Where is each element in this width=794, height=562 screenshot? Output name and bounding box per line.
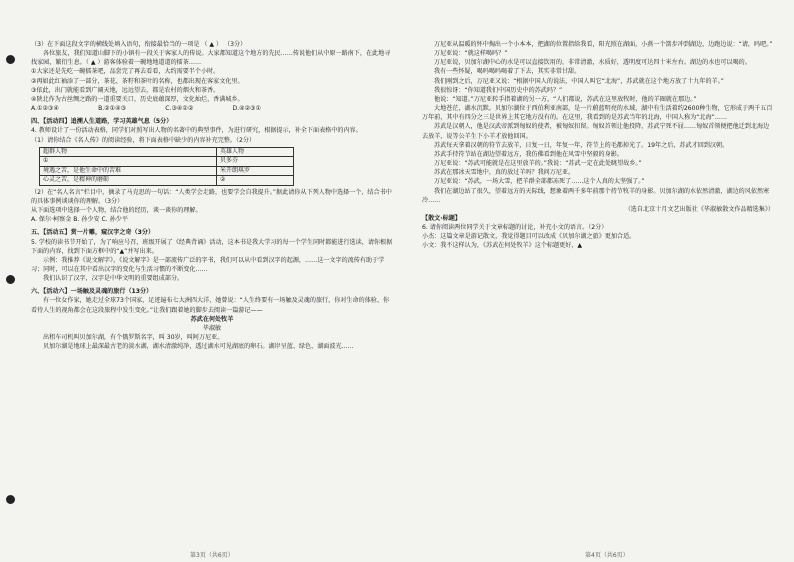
essay-paragraph: 我很惊讶：“你知道我们中国历史中的苏武吗？” — [434, 86, 563, 94]
right-column — [422, 40, 774, 552]
q4-2-text: （2）在“名人名言”栏目中，摘录了马克思的一句话：“人类学会走路，也要学会自我提升。”据此请你从下列人物中选择一个，结合书中的具体事例谈谈你的理解。（3分） — [31, 188, 392, 205]
q3-option: ①大家还是先吃一碗擂茶吧，品尝完了再去看看，大约需要半个小时。 — [31, 68, 220, 76]
q4-text: 4. 教师设计了一份活动表格，同学们对照写出人物的名著中的典型事件，为进行研究，根据提示，补全下面表格中的内容。 — [31, 127, 362, 135]
essay-paragraph: 万尼亚说：“苏武可能就是在这里放羊的。”我说：“苏武一定在此处眺望故乡。” — [434, 160, 642, 168]
essay-paragraph: 贝加尔湖是地球上最深最古老的淡水湖，湖水清澈纯净，透过湖水可见湖底的卵石。湖岸呈蓝、绿色，湖面波光…… — [43, 343, 354, 351]
binding-hole — [6, 55, 15, 64]
table-header: 英雄人物 — [216, 147, 293, 157]
essay-paragraph: 万尼亚说：“就这样喝吗？” — [434, 50, 508, 58]
q3-choices — [31, 104, 261, 113]
table-cell: 心灵之苦，是精神的磨砺 — [40, 176, 217, 186]
table-cell: 贝多芬 — [216, 157, 293, 167]
essay-paragraph: 万尼亚从温暖的怀中掏出一个小本本，把湖的位置指给我看，阳光照在湖面，小燕一个箭步冲到湖边，边跑边说：“请，吗吧。” — [434, 41, 773, 48]
essay-paragraph: 苏武在那冰天雪地中，真的放过羊吗？我问万尼亚。 — [434, 169, 575, 177]
choice[interactable]: D.④②③① — [232, 105, 261, 113]
q5-text: 5. 学校的读书节开始了，为了响应号召，班级开展了《经典背诵》活动，这本书是我大学习的每一个学生同时都能进行选读，请你根据下面的内容，找到下面方框中的“▲”并写出来。 — [31, 238, 393, 255]
choice[interactable]: C.③④①② — [165, 105, 194, 113]
q3-option: ②再如此红袖添了一部分，茶花、茶籽和茶叶的名称，也都出现在客家文化里。 — [31, 77, 244, 85]
essay-paragraph: 大地苍茫，湖水沉默。贝加尔湖位于西伯利亚南部，是一片蔚蓝明亮的水域，湖中有生活着约2600种生物，它形成于两千五百万年前，其中有四分之三是世界上其它地方没有的。在这里，我看到的是苏武当年的北海，中国人称为“北海”…… — [422, 105, 773, 122]
essay-paragraph: 我有一些怀疑，喝吗喝吗喝着了下去，其实非常甘甜。 — [434, 68, 581, 76]
q5-passage: 示例：我推荐《说文解字》，《说文解字》是一部流传广泛的字书，我们可以从中看到汉字的起源，……这一文字的流传有助于学习；同时，可以在其中看出汉字的变化与生活习惯的不断变化…… — [31, 256, 385, 273]
q4-1-text: （1）请你结合《名人传》的阅读经验，将下面表格中缺少的内容补充完整。（2分） — [31, 136, 256, 144]
q3-option: ③依此，出门就能看到广阔天地，远远望去，都是农村的烟火和茶香。 — [31, 86, 220, 94]
table-cell: 米开朗琪罗 — [216, 166, 293, 176]
essay-paragraph: 万尼亚说：“苏武，一场大雪，把羊群全部都冻死了……这个人真的太坚强了。” — [434, 178, 645, 186]
q3-stem: （3）在下面这段文字的横线处填入语句，衔接最恰当的一项是 （ ▲ ） （3分） — [31, 41, 247, 48]
section-4-header: 四、【活动四】追溯人生道路，学习英雄气息（5分） — [31, 118, 173, 126]
essay-paragraph: 苏武每天拿着汉朝的符节去放羊，日复一日，年复一年，符节上的毛都掉光了。19年之后，苏武才回到汉朝。 — [434, 141, 729, 149]
s6-intro: 有一位女作家，她走过全球73个国家，足迹遍布七大洲四大洋，她曾说：“人生终要有一场触及灵魂的旅行，你对生命的体验、你看待人生的视角都会在这段旅程中发生变化。”让我们跟着她的脚步去阅读一篇游记—— — [31, 297, 390, 314]
essay-paragraph: 万尼亚说，贝加尔湖中心的水是可以直接饮用的，非常清澈，水质好，透明度可达四十米左右。湖边的水也可以喝的。 — [434, 59, 751, 67]
q6-text: 6. 请你阅读两位同学关于文章标题的讨论，补充小文的语言。（2分） — [422, 224, 608, 232]
q6-dialog-a: 小杰：这篇文章是游记散文，我觉得题目可以改成《贝加尔湖之旅》更加合适。 — [422, 233, 636, 241]
reading-table — [39, 147, 294, 186]
section-6-header: 六、【活动六】一场触及灵魂的旅行（13分） — [31, 288, 153, 296]
binding-hole — [6, 275, 15, 284]
table-cell-blank[interactable]: ① — [40, 157, 217, 167]
q6-dialog-b: 小文：我不这样认为，《苏武在何处牧羊》这个标题更好，▲ — [422, 242, 583, 250]
choice[interactable]: A.①②③④ — [31, 105, 59, 113]
page-number-right: 第4页（共6页） — [585, 552, 629, 559]
table-header: 超群人物 — [40, 147, 217, 157]
q3-option: ④陕北作为古丝绸之路的一道重要关口，历史底蕴深厚，文化灿烂，香满城乡。 — [31, 95, 244, 103]
essay-paragraph: 苏武手持符节站在湖边望着远方，我仿佛看到他在风雪中坚毅的身影。 — [434, 150, 623, 158]
left-column — [31, 40, 393, 552]
essay-title: 苏武在何处牧羊 — [190, 315, 234, 323]
essay-paragraph: 出租车司机叫贝加尔湖，有个俄罗斯名字，叫 30岁，叫阿万尼亚。 — [43, 334, 224, 342]
q4-people-options: A. 保尔·柯察金 B. 孙少安 C. 孙少平 — [31, 216, 128, 224]
section-5-header: 五、【活动五】赏一片雕，窥汉字之奇（3分） — [31, 229, 155, 237]
essay-paragraph: 他说：“知道。”万尼亚转手指着湖的另一方，“人们都说，苏武在这里放牧时，他的羊圈就在那边。” — [434, 95, 697, 103]
essay-author: 毕淑敏 — [202, 324, 222, 332]
choice[interactable]: B.②①④③ — [98, 105, 127, 113]
table-cell: 境遇之苦，是他生命中的苦难 — [40, 166, 217, 176]
essay-paragraph: 我们在湖边站了很久，望着远方的天际线，想象着两千多年前那个持节牧羊的身影。贝加尔湖的水依然清澈，湖边的风依然寒冷…… — [422, 187, 770, 204]
q3-passage: 各位旅友，我们知道山脚下的小镇有一段关于客家人的传说。大家都知道这个地方的先民……传说他们从中原一路南下，在此地寻找家园，繁衍生息。（ ▲ ）游客体验着一碗地地道道的擂茶…… — [31, 50, 391, 67]
q4-2-text-b: 从下面选项中选择一个人物，结合他的经历，谈一谈你的理解。 — [31, 207, 202, 215]
answer-blank[interactable]: （ ▲ ） — [201, 41, 223, 48]
binding-hole — [6, 495, 15, 504]
q5-tail: 我们认识了汉字，汉字是中华文明的重要组成部分。 — [43, 275, 184, 283]
page-number-left: 第3页（共6页） — [190, 552, 234, 559]
essay-paragraph: 我们刚到之后，万尼亚又说：“根据中国人的说法，中国人叫它“北海”，苏武就在这个地方放了十九年的羊。” — [434, 77, 724, 85]
reading-section-header: 【散文·标题】 — [422, 214, 461, 222]
table-cell-blank[interactable]: ② — [216, 176, 293, 186]
essay-paragraph: 苏武是汉朝人，他是汉武帝派到匈奴的使者，被匈奴扣留。匈奴首领让他投降，苏武宁死不屈……匈奴首领便把他迁到北海边去放羊，说等公羊生下小羊才放他回国。 — [422, 123, 770, 140]
essay-source: （选自北京十月文艺出版社《毕淑敏散文作品精选集》） — [624, 205, 774, 213]
